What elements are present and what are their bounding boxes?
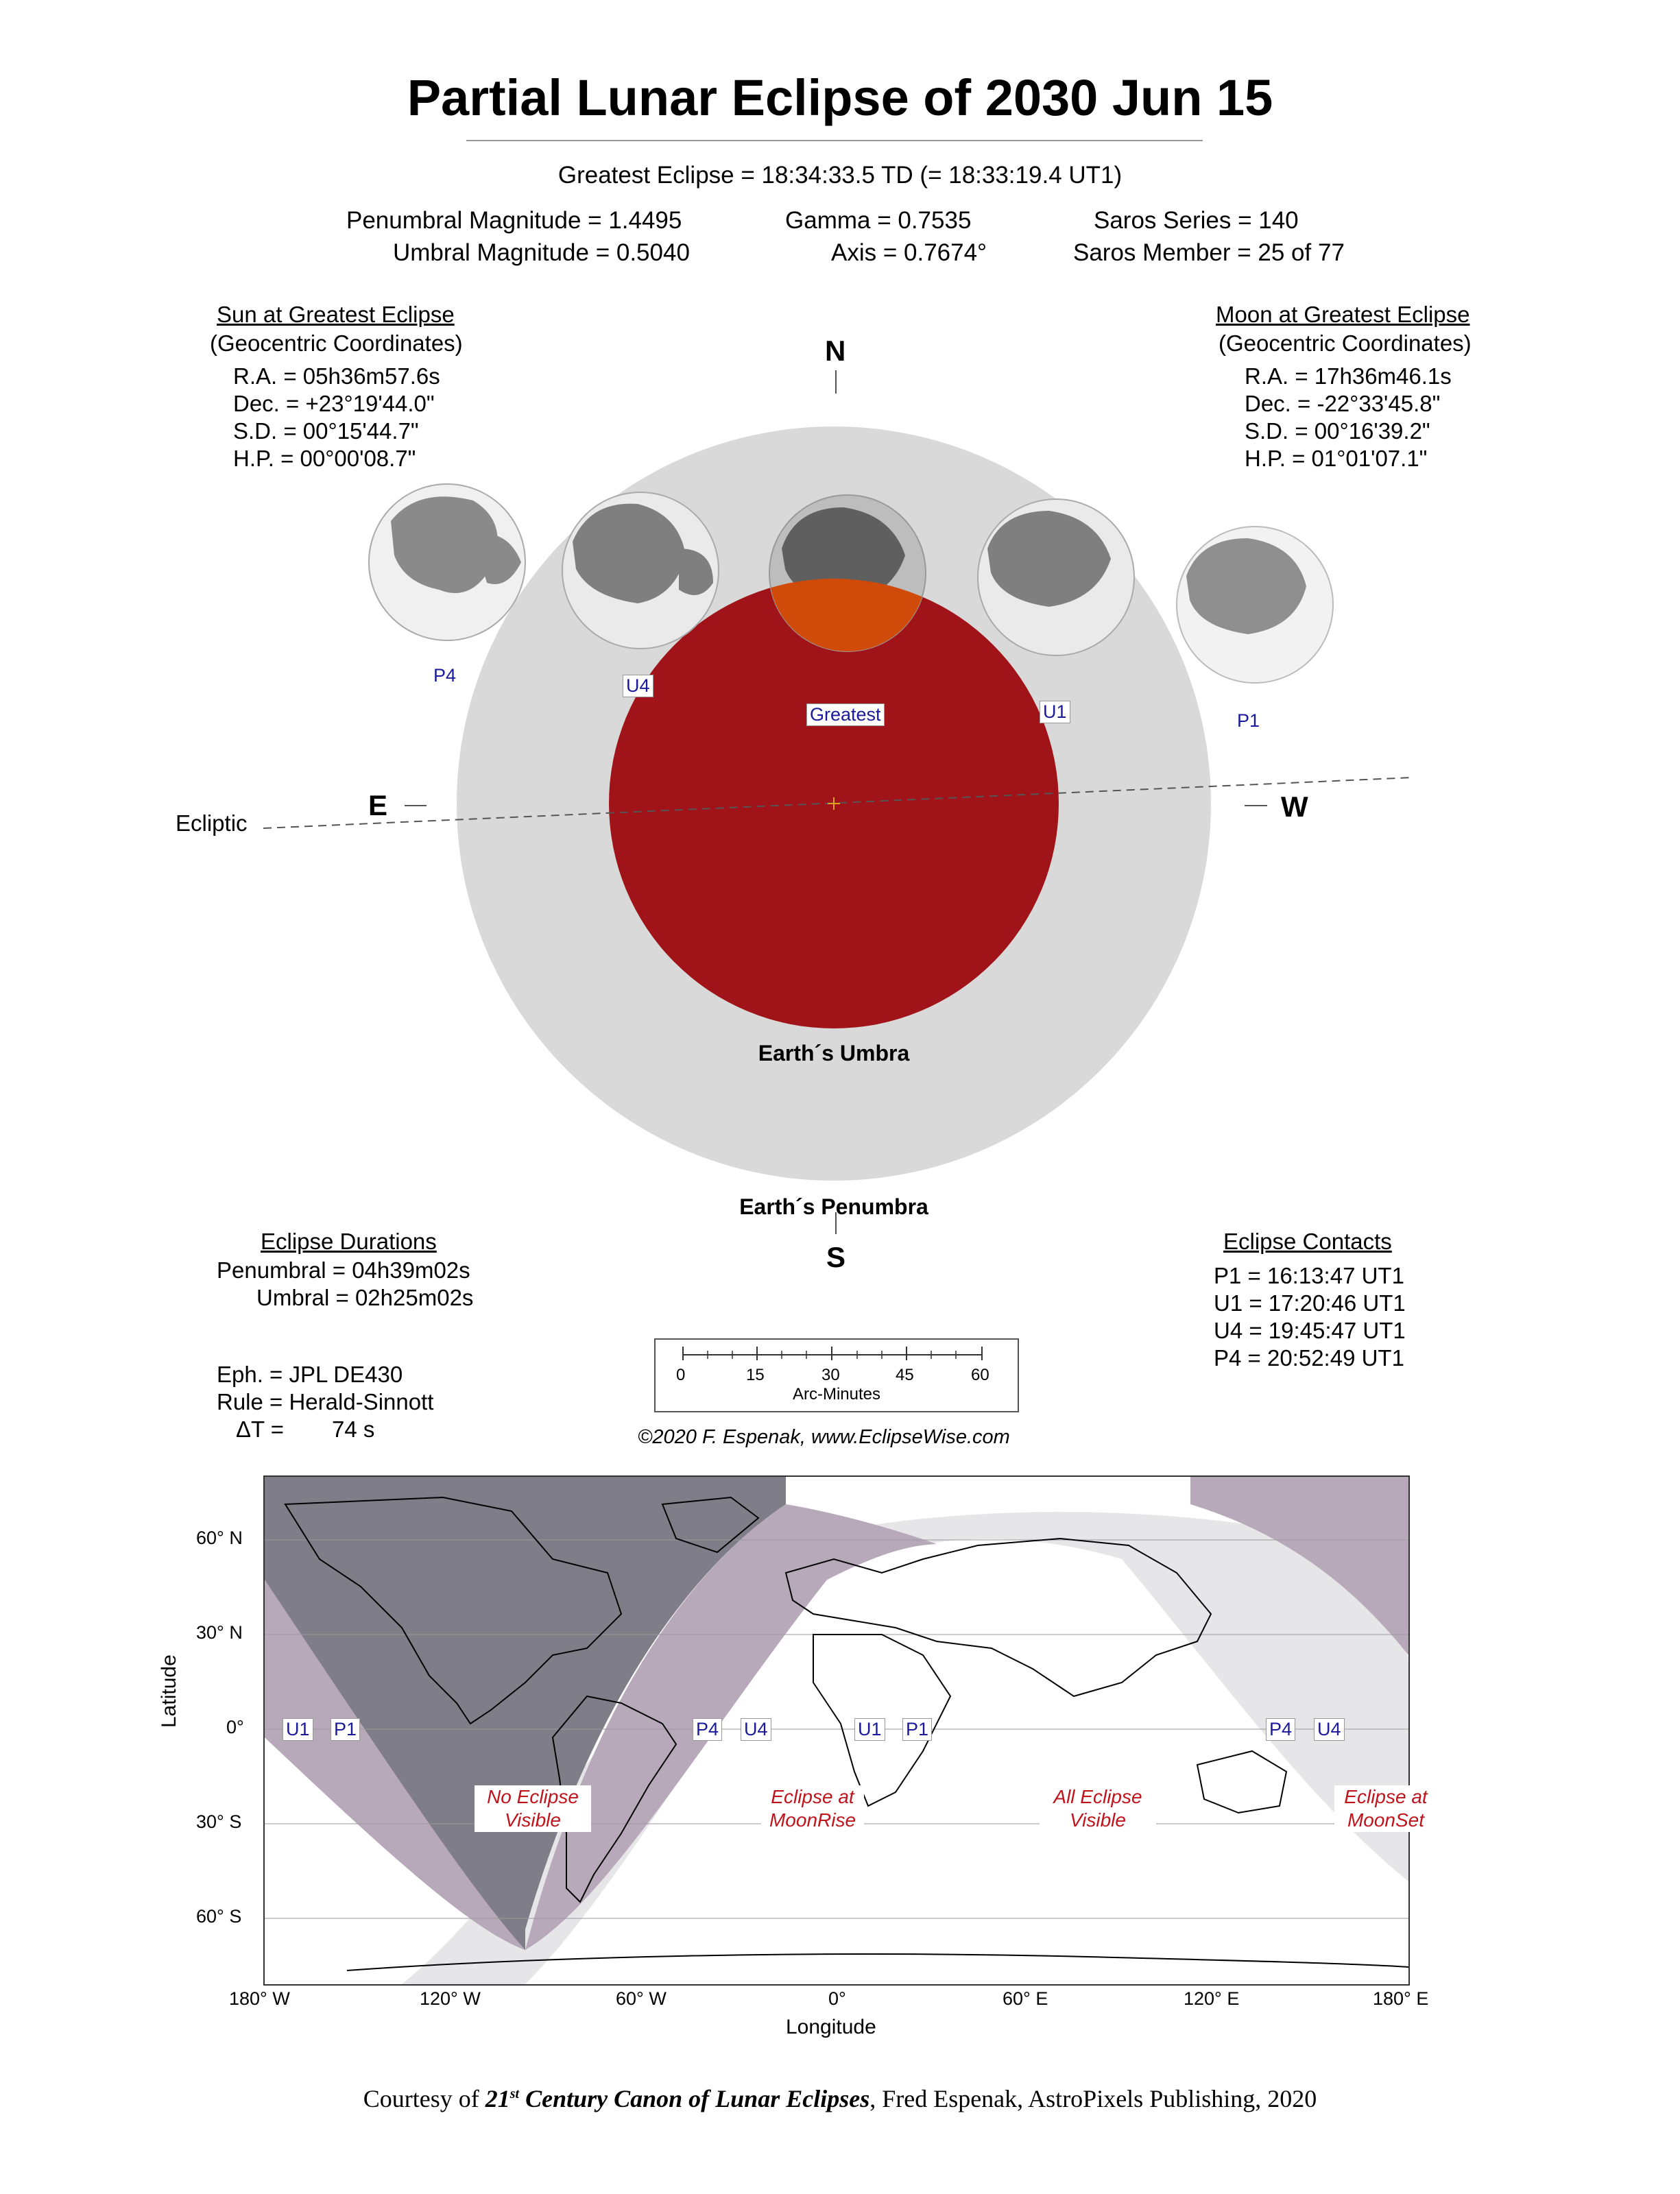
map-contact-label: U1 [283,1718,313,1741]
position-label-greatest: Greatest [806,703,885,726]
sun-dec: Dec. = +23°19'44.0" [233,391,435,416]
map-contact-label: P1 [902,1718,932,1741]
penumbral-magnitude: Penumbral Magnitude = 1.4495 [346,207,682,234]
scale-tick-15: 15 [746,1366,765,1384]
page-title: Partial Lunar Eclipse of 2030 Jun 15 [407,69,1273,126]
ephemeris: Eph. = JPL DE430 [217,1362,403,1387]
sun-ra: R.A. = 05h36m57.6s [233,363,440,389]
east-label: E [368,789,388,821]
moon-u1 [978,499,1134,655]
map-x-tick: 180° W [229,1988,290,2009]
map-y-tick: 30° S [196,1811,242,1832]
sun-hp: H.P. = 00°00'08.7" [233,446,416,471]
region-no-eclipse: No Eclipse Visible [475,1785,591,1832]
map-x-tick: 180° E [1373,1988,1429,2009]
moon-ra: R.A. = 17h36m46.1s [1245,363,1452,389]
map-y-tick: 0° [226,1717,244,1737]
footer-credit [0,2084,1680,2113]
map-contact-label: P1 [331,1718,360,1741]
rule: Rule = Herald-Sinnott [217,1389,434,1414]
saros-member: Saros Member = 25 of 77 [1073,239,1345,266]
saros-series: Saros Series = 140 [1094,207,1299,234]
moon-sd: S.D. = 00°16'39.2" [1245,418,1430,444]
footer-courtesy: Courtesy of [363,2085,479,2112]
south-label: S [826,1241,846,1273]
scale-tick-0: 0 [676,1366,686,1384]
delta-t-value: 74 s [332,1417,375,1442]
sun-subheading: (Geocentric Coordinates) [210,330,463,356]
scale-tick-30: 30 [821,1366,840,1384]
moon-p1 [1177,527,1333,683]
map-xlabel: Longitude [786,2016,876,2038]
map-contact-label: U1 [854,1718,885,1741]
scale-tick-60: 60 [971,1366,989,1384]
gamma-value: Gamma = 0.7535 [785,207,972,234]
axis-value: Axis = 0.7674° [831,239,987,266]
position-label-u4: U4 [623,675,653,697]
ecliptic-label: Ecliptic [176,810,248,836]
duration-penumbral: Penumbral = 04h39m02s [217,1257,470,1283]
moon-u4 [562,492,719,649]
umbra-label: Earth´s Umbra [758,1041,910,1065]
footer-book-lunar: Lunar Eclipses [715,2085,870,2112]
contact-u4: U4 = 19:45:47 UT1 [1214,1318,1406,1343]
contact-u1: U1 = 17:20:46 UT1 [1214,1290,1406,1316]
region-moonrise: Eclipse at MoonRise [761,1785,864,1832]
footer-rest: , Fred Espenak, AstroPixels Publishing, 2020 [869,2085,1317,2112]
position-label-p4: P4 [433,665,457,686]
map-y-tick: 30° N [196,1622,243,1643]
sun-heading: Sun at Greatest Eclipse [217,302,455,327]
umbral-magnitude: Umbral Magnitude = 0.5040 [393,239,690,266]
delta-t-label: ΔT = [236,1417,285,1442]
position-label-p1: P1 [1237,710,1260,731]
contact-p4: P4 = 20:52:49 UT1 [1214,1345,1404,1371]
moon-p4 [369,484,525,640]
moon-heading: Moon at Greatest Eclipse [1216,302,1470,327]
west-label: W [1281,791,1308,823]
durations-heading: Eclipse Durations [261,1229,437,1254]
north-label: N [825,335,846,367]
footer-book-num: 21 [485,2085,510,2112]
visibility-map [263,1475,1428,1986]
position-label-u1: U1 [1040,701,1070,723]
moon-subheading: (Geocentric Coordinates) [1219,330,1472,356]
contacts-heading: Eclipse Contacts [1223,1229,1392,1254]
footer-book-rest: Century Canon of [525,2085,710,2112]
arc-minute-scale [654,1338,1019,1412]
map-contact-label: U4 [1314,1718,1345,1741]
region-all-visible: All Eclipse Visible [1040,1785,1156,1832]
map-x-tick: 120° W [420,1988,481,2009]
moon-hp: H.P. = 01°01'07.1" [1245,446,1428,471]
map-x-tick: 60° W [616,1988,667,2009]
map-x-tick: 0° [828,1988,846,2009]
sun-sd: S.D. = 00°15'44.7" [233,418,419,444]
map-y-tick: 60° S [196,1906,242,1927]
map-contact-label: U4 [741,1718,771,1741]
penumbra-label: Earth´s Penumbra [739,1194,928,1219]
greatest-eclipse-time: Greatest Eclipse = 18:34:33.5 TD (= 18:33:19.4 UT1) [557,162,1123,189]
scale-label: Arc-Minutes [792,1385,881,1403]
moon-dec: Dec. = -22°33'45.8" [1245,391,1441,416]
footer-book-sup: st [509,2086,520,2101]
map-x-tick: 60° E [1003,1988,1048,2009]
region-moonset: Eclipse at MoonSet [1334,1785,1437,1832]
map-x-tick: 120° E [1184,1988,1240,2009]
map-contact-label: P4 [1266,1718,1295,1741]
copyright: ©2020 F. Espenak, www.EclipseWise.com [638,1426,1010,1448]
map-ylabel: Latitude [158,1654,180,1728]
map-y-tick: 60° N [196,1528,243,1548]
map-contact-label: P4 [693,1718,722,1741]
contact-p1: P1 = 16:13:47 UT1 [1214,1263,1404,1288]
scale-tick-45: 45 [896,1366,914,1384]
duration-umbral: Umbral = 02h25m02s [256,1285,474,1310]
